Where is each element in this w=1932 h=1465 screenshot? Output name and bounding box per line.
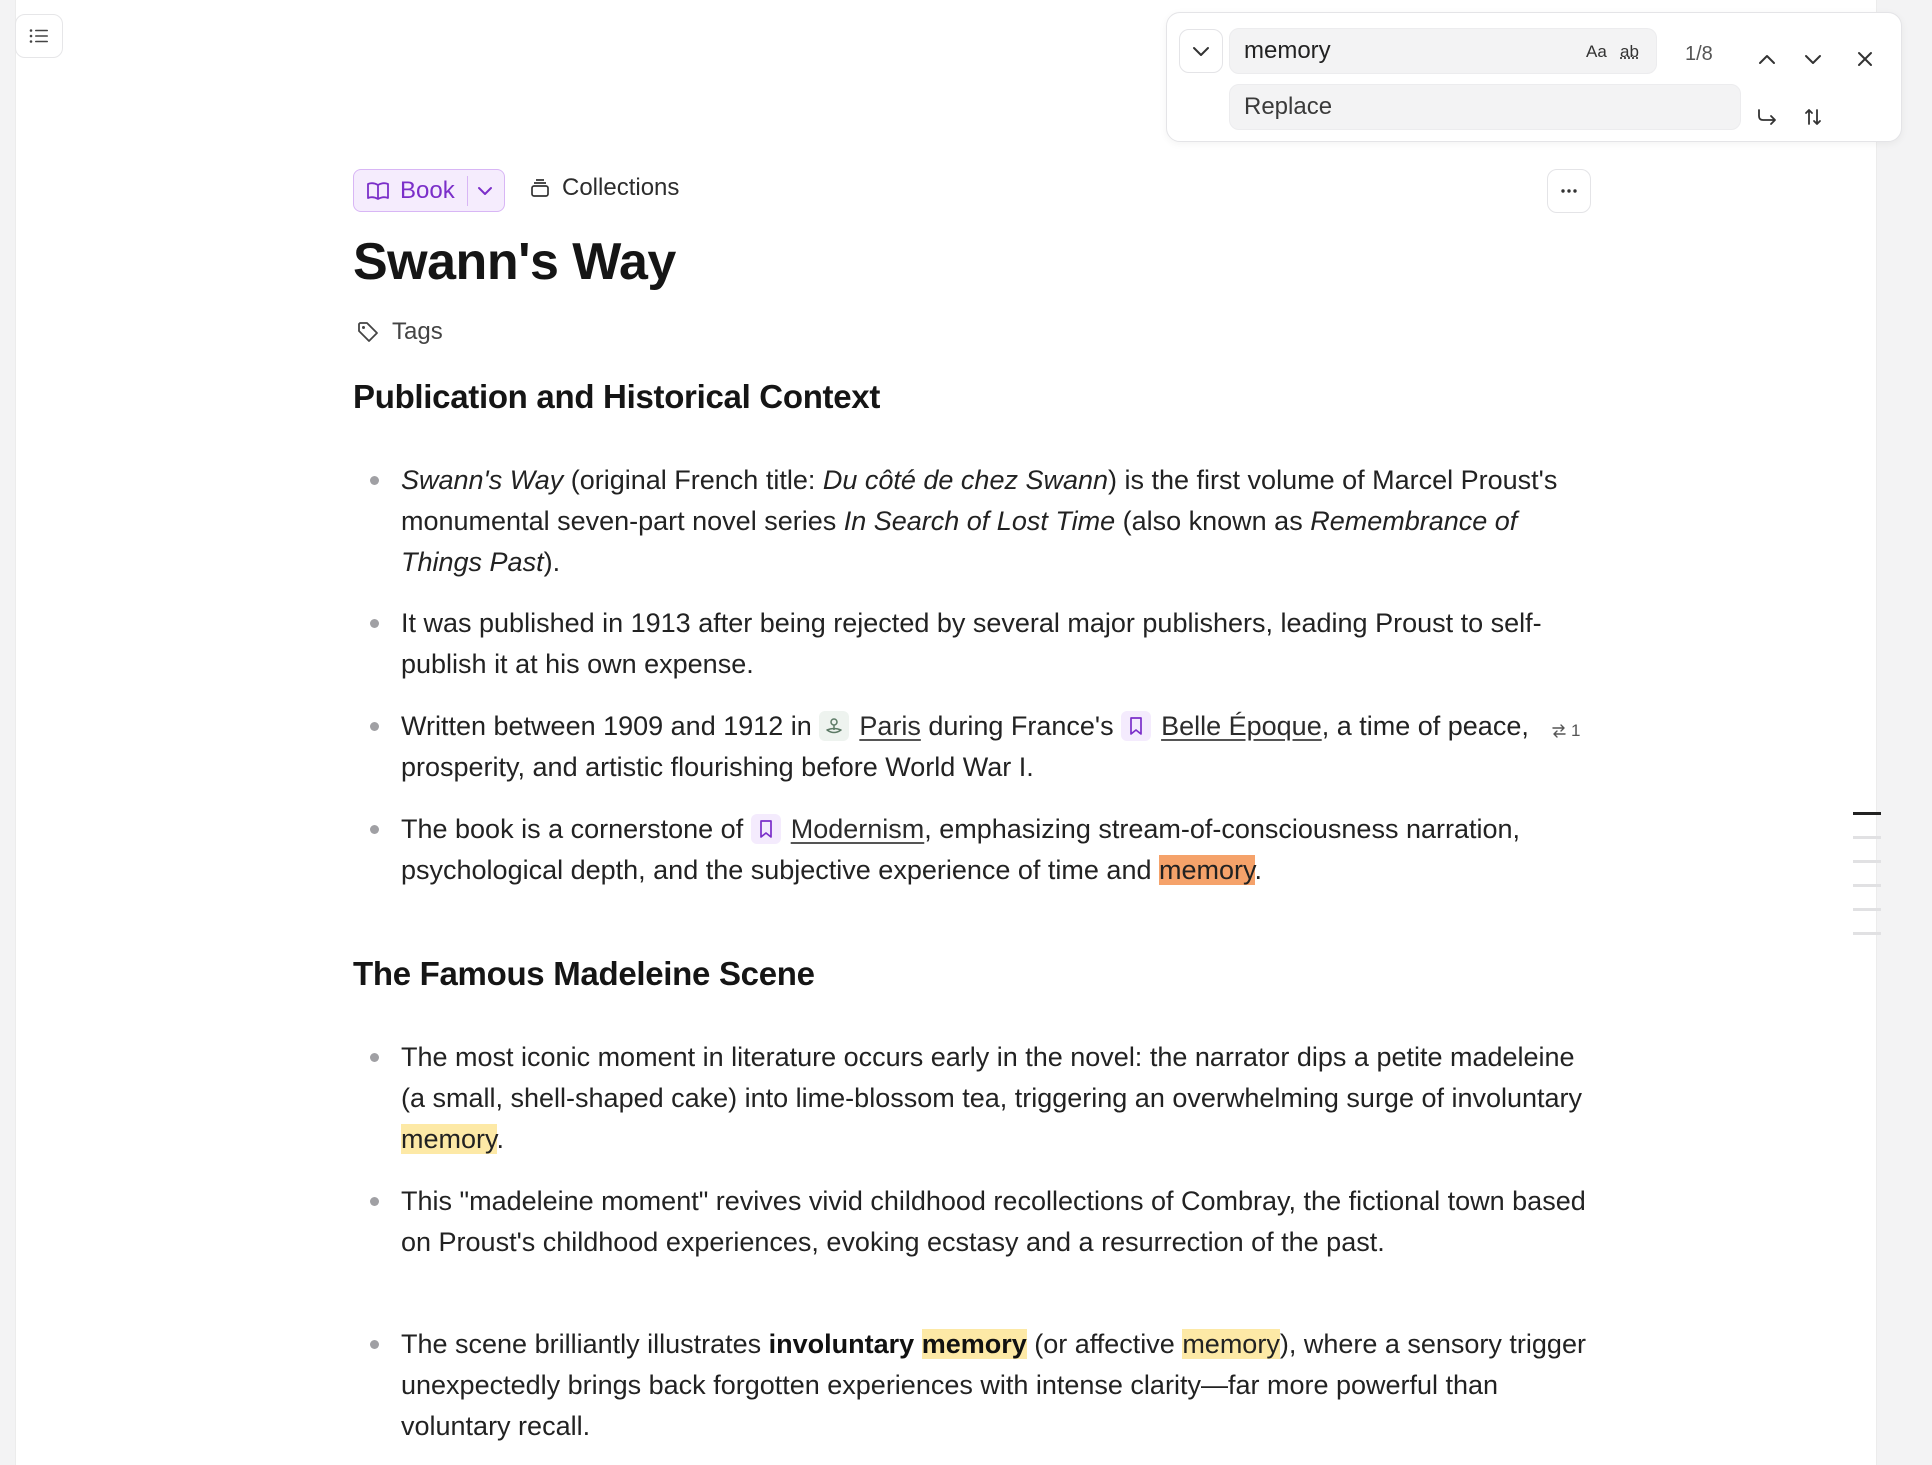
tag-icon	[356, 320, 380, 344]
replace-arrow-icon	[1756, 108, 1778, 126]
link-modernism[interactable]: Modernism	[790, 814, 925, 844]
collections-icon	[530, 178, 550, 198]
scroll-outline-markers[interactable]	[1853, 812, 1881, 956]
chevron-down-icon	[476, 181, 494, 201]
book-icon	[366, 181, 390, 201]
close-find-button[interactable]	[1849, 43, 1881, 75]
previous-match-button[interactable]	[1751, 43, 1783, 75]
link-belle-epoque[interactable]: Belle Époque	[1161, 711, 1322, 741]
backlink-arrows-icon	[1551, 724, 1567, 738]
more-horizontal-icon	[1560, 188, 1578, 194]
find-input[interactable]	[1229, 28, 1657, 74]
toggle-replace-button[interactable]	[1179, 29, 1223, 73]
replace-input[interactable]	[1229, 84, 1741, 130]
list-item	[370, 1324, 1600, 1447]
bullet-dot	[370, 825, 379, 834]
search-match-current: memory	[1158, 855, 1255, 885]
collections-label: Collections	[562, 174, 680, 201]
list-item-text[interactable]: The scene brilliantly illustrates involuntary memory (or affective memory), where a sensory trigger unexpectedly brings back forgotten experiences with intense clarity—far more powerful than voluntary recall.	[401, 1329, 1586, 1441]
chevron-down-icon	[1804, 53, 1822, 65]
swap-vertical-icon	[1803, 107, 1823, 127]
bullet-dot	[370, 722, 379, 731]
list-item	[370, 1181, 1600, 1263]
match-count: 1/8	[1685, 43, 1713, 65]
close-icon	[1857, 51, 1873, 67]
link-paris[interactable]: Paris	[859, 711, 921, 741]
bullet-dot	[370, 619, 379, 628]
search-match: memory	[921, 1329, 1027, 1359]
list-item	[370, 809, 1600, 891]
bookmark-icon	[751, 814, 781, 844]
next-match-button[interactable]	[1797, 43, 1829, 75]
find-replace-panel	[1166, 12, 1902, 142]
find-query: memory	[1244, 37, 1331, 64]
more-options-button[interactable]	[1547, 169, 1591, 213]
chevron-down-icon	[1192, 45, 1210, 57]
backlinks-count: 1	[1571, 721, 1581, 740]
replace-all-button[interactable]	[1797, 101, 1829, 133]
collections-button[interactable]	[530, 174, 679, 202]
tags-label: Tags	[392, 318, 443, 345]
outline-marker[interactable]	[1853, 932, 1881, 935]
page-title[interactable]: Swann's Way	[353, 233, 676, 291]
type-dropdown-button[interactable]	[476, 181, 494, 201]
bookmark-icon	[1121, 711, 1151, 741]
list-item-text[interactable]: The most iconic moment in literature occurs early in the novel: the narrator dips a petite madeleine (a small, shell-shaped cake) into lime-blossom tea, triggering an overwhelming surge of involuntary memory.	[401, 1042, 1583, 1154]
outline-marker[interactable]	[1853, 884, 1881, 887]
chevron-up-icon	[1758, 53, 1776, 65]
search-match: memory	[401, 1124, 497, 1154]
object-type-chip[interactable]	[353, 169, 505, 212]
list-item	[370, 706, 1600, 788]
outline-marker[interactable]	[1853, 812, 1881, 815]
bullet-dot	[370, 1340, 379, 1349]
outline-toggle-button[interactable]	[15, 14, 63, 58]
list-icon	[29, 28, 49, 44]
backlinks-badge[interactable]	[1551, 721, 1580, 741]
replace-placeholder: Replace	[1244, 93, 1333, 120]
chip-divider	[467, 176, 468, 206]
list-item-text[interactable]: Swann's Way (original French title: Du côté de chez Swann) is the first volume of Marcel Proust's monumental seven-part novel series In Search of Lost Time (also known as Remembrance of Things Past).	[401, 465, 1558, 577]
outline-marker[interactable]	[1853, 836, 1881, 839]
whole-word-toggle[interactable]: ab	[1620, 42, 1639, 61]
object-type-label: Book	[400, 176, 455, 204]
outline-marker[interactable]	[1853, 908, 1881, 911]
list-item-text[interactable]: It was published in 1913 after being rejected by several major publishers, leading Proust to self-publish it at his own expense.	[401, 608, 1542, 679]
list-item	[370, 1037, 1600, 1160]
place-icon	[819, 711, 849, 741]
outline-marker[interactable]	[1853, 860, 1881, 863]
replace-button[interactable]	[1751, 101, 1783, 133]
bullet-dot	[370, 1197, 379, 1206]
list-item	[370, 603, 1600, 685]
list-item-text[interactable]: This "madeleine moment" revives vivid childhood recollections of Combray, the fictional town based on Proust's childhood experiences, evoking ecstasy and a resurrection of the past.	[401, 1186, 1586, 1257]
section-heading: The Famous Madeleine Scene	[353, 955, 815, 992]
bullet-dot	[370, 476, 379, 485]
list-item-text[interactable]: Written between 1909 and 1912 in Paris during France's Belle Époque, a time of peace, prosperity, and artistic flourishing before World War I.	[401, 711, 1529, 782]
tags-button[interactable]	[356, 318, 443, 346]
list-item-text[interactable]: The book is a cornerstone of Modernism, emphasizing stream-of-consciousness narration, psychological depth, and the subjective experience of time and memory.	[401, 814, 1521, 885]
list-item	[370, 460, 1600, 583]
match-case-toggle[interactable]: Aa	[1586, 42, 1607, 61]
bullet-dot	[370, 1053, 379, 1062]
search-match: memory	[1182, 1329, 1280, 1359]
section-heading: Publication and Historical Context	[353, 378, 881, 415]
